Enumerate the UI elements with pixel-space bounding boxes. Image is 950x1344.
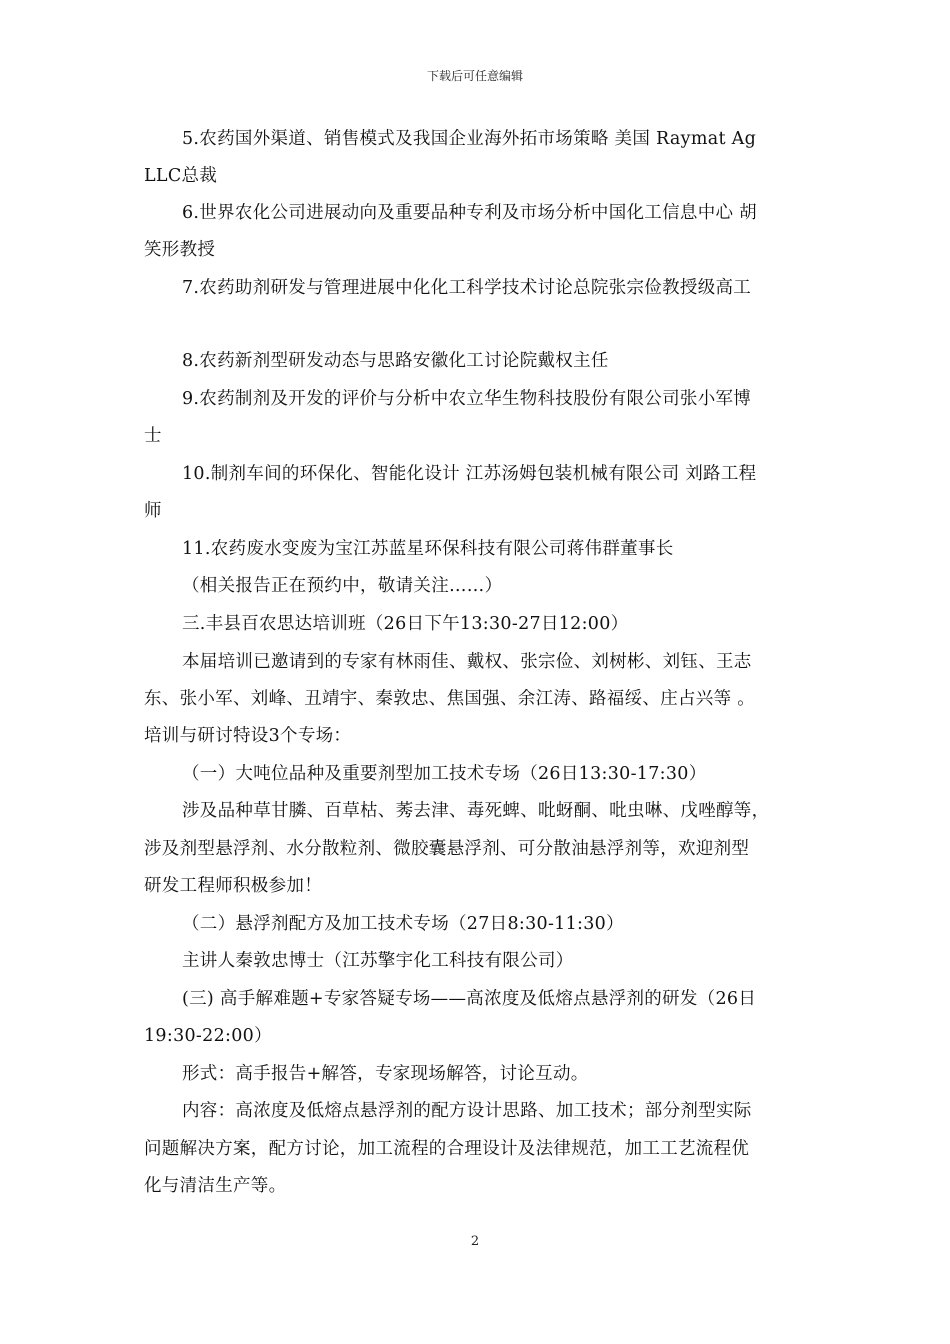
section-heading: 三.丰县百农思达培训班（26日下午13:30-27日12:00） xyxy=(182,614,629,634)
text-line: 8.农药新剂型研发动态与思路安徽化工讨论院戴权主任 xyxy=(182,351,609,371)
text-line: 研发工程师积极参加！ xyxy=(144,876,322,896)
text-line: 5.农药国外渠道、销售模式及我国企业海外拓市场策略 美国 Raymat Ag xyxy=(182,129,757,149)
text-line: 11.农药废水变废为宝江苏蓝星环保科技有限公司蒋伟群董事长 xyxy=(182,539,674,559)
text-line: 内容：高浓度及低熔点悬浮剂的配方设计思路、加工技术；部分剂型实际 xyxy=(182,1101,752,1121)
text-line: 士 xyxy=(144,426,162,446)
text-line: 笑形教授 xyxy=(144,240,216,260)
text-line: 培训与研讨特设3个专场： xyxy=(144,726,352,746)
text-line: 19:30-22:00） xyxy=(144,1026,272,1046)
text-line: 师 xyxy=(144,501,162,521)
text-line: 东、张小军、刘峰、丑靖宇、秦敦忠、焦国强、余江涛、路福绥、庄占兴等 。 xyxy=(144,689,756,709)
page-number: 2 xyxy=(470,1234,480,1249)
text-line: 化与清洁生产等。 xyxy=(144,1176,287,1196)
text-line: 问题解决方案，配方讨论，加工流程的合理设计及法律规范，加工工艺流程优 xyxy=(144,1139,750,1159)
subsection-heading: （二）悬浮剂配方及加工技术专场（27日8:30-11:30） xyxy=(182,914,624,934)
text-line: 6.世界农化公司进展动向及重要品种专利及市场分析中国化工信息中心 胡 xyxy=(182,203,757,223)
text-line: 本届培训已邀请到的专家有林雨佳、戴权、张宗俭、刘树彬、刘钰、王志 xyxy=(182,652,752,672)
text-line: 涉及剂型悬浮剂、水分散粒剂、微胶囊悬浮剂、可分散油悬浮剂等，欢迎剂型 xyxy=(144,839,750,859)
text-line: 7.农药助剂研发与管理进展中化化工科学技术讨论总院张宗俭教授级高工 xyxy=(182,278,752,298)
text-line: 涉及品种草甘膦、百草枯、莠去津、毒死蜱、吡蚜酮、吡虫啉、戊唑醇等， xyxy=(182,801,770,821)
text-line: 主讲人秦敦忠博士（江苏擎宇化工科技有限公司） xyxy=(182,951,574,971)
text-line: 10.制剂车间的环保化、智能化设计 江苏汤姆包装机械有限公司 刘路工程 xyxy=(182,464,757,484)
subsection-heading: (三) 高手解难题+专家答疑专场——高浓度及低熔点悬浮剂的研发（26日 xyxy=(182,989,757,1009)
text-line: 9.农药制剂及开发的评价与分析中农立华生物科技股份有限公司张小军博 xyxy=(182,389,752,409)
page-header: 下载后可任意编辑 xyxy=(426,69,523,83)
subsection-heading: （一）大吨位品种及重要剂型加工技术专场（26日13:30-17:30） xyxy=(182,764,707,784)
text-line: LLC总裁 xyxy=(144,166,218,186)
text-line: （相关报告正在预约中，敬请关注……） xyxy=(182,576,503,596)
text-line: 形式：高手报告+解答，专家现场解答，讨论互动。 xyxy=(182,1064,589,1084)
